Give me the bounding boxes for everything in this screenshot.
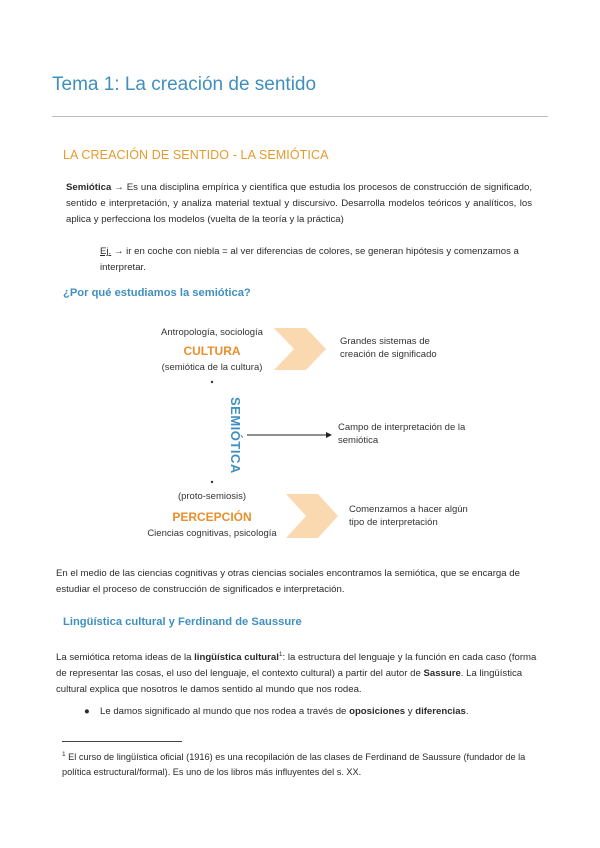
semiotica-keyword: SEMIÓTICA (228, 396, 243, 474)
semiotica-term: Semiótica (66, 182, 112, 193)
list-item (100, 704, 560, 720)
top-dot (211, 381, 213, 383)
diferencias-term: diferencias (415, 706, 466, 717)
bottom-dot (211, 481, 213, 483)
author-term: Sassure (423, 668, 461, 680)
definition-text: Es una disciplina empírica y científica que estudia los procesos de construcción de significado, sentido e interpretación, y analiza material textual y discursivo. Desarrolla modelos teóricos y analíticos, los aplica y perfecciona los modelos (vuelta de la teoría y la práctica) (66, 182, 532, 225)
center-right-text: Campo de interpretación de la semiótica (338, 422, 466, 446)
saussure-paragraph (56, 647, 544, 698)
bullet-end: . (465, 706, 469, 717)
bullet-marker: ● (84, 706, 90, 717)
footnote (62, 747, 552, 780)
top-right-text: Grandes sistemas de creación de significado (340, 336, 437, 360)
linguistica-term: lingüística cultural (194, 652, 279, 664)
definition-arrow: → (111, 182, 127, 193)
footnote-number: 1 (62, 751, 66, 758)
saussure-pre: La semiótica retoma ideas de la (56, 652, 195, 664)
saussure-post: . La lingüística cultural explica que nosotros le damos sentido al mundo que nos rodea. (56, 668, 523, 696)
bullet-and: y (405, 706, 416, 717)
bottom-label: (proto-semiosis) (177, 491, 247, 502)
why-heading: ¿Por qué estudiamos la semiótica? (63, 287, 251, 299)
top-sub-label: (semiótica de la cultura) (161, 362, 263, 373)
saussure-mid: : la estructura del lenguaje y la función en cada caso (forma de representar las cosas, el uso del lenguaje, el contexto cultural) a partir del autor de (56, 652, 537, 680)
page-title: Tema 1: La creación de sentido (52, 74, 317, 95)
top-label: Antropología, sociología (161, 327, 263, 338)
percepcion-keyword: PERCEPCIÓN (172, 510, 252, 524)
bottom-right-text: Comenzamos a hacer algún tipo de interpretación (349, 504, 468, 528)
saussure-heading: Lingüística cultural y Ferdinand de Saussure (63, 616, 302, 628)
example-label: Ej. (100, 246, 112, 257)
example-text: → ir en coche con niebla = al ver diferencias de colores, se generan hipótesis y comenzamos a interpretar. (100, 246, 519, 273)
footnote-divider (62, 741, 182, 742)
footnote-ref[interactable]: 1 (278, 651, 283, 658)
bullet-pre: Le damos significado al mundo que nos rodea a través de (100, 706, 350, 717)
section-heading: LA CREACIÓN DE SENTIDO - LA SEMIÓTICA (63, 148, 329, 162)
oposiciones-term: oposiciones (349, 706, 406, 717)
bottom-sub-label: Ciencias cognitivas, psicología (147, 528, 277, 539)
center-arrow-head (326, 432, 332, 438)
footnote-text: El curso de lingüística oficial (1916) es una recopilación de las clases de Ferdinand de Saussure (fundador de la política estructural/formal). Es uno de los libros más influyentes del s. XX. (62, 752, 526, 778)
middle-paragraph: En el medio de las ciencias cognitivas y otras ciencias sociales encontramos la semiótica, que se encarga de estudiar el proceso de construcción de significados e interpretación. (56, 568, 520, 595)
cultura-keyword: CULTURA (183, 344, 241, 358)
